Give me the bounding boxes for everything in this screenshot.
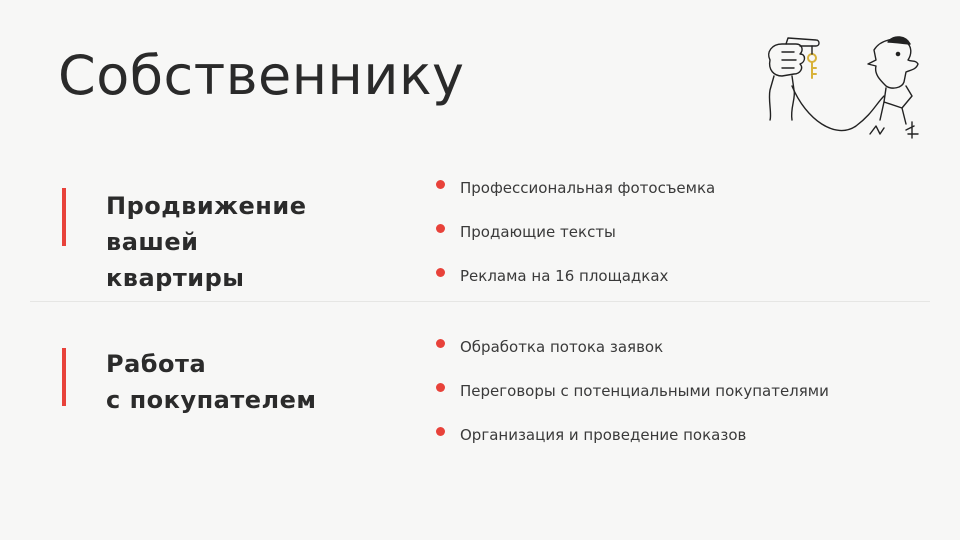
heading-line: Работа bbox=[106, 350, 207, 378]
list-item bbox=[436, 222, 715, 266]
bullet-dot-icon bbox=[436, 224, 445, 233]
buyer-bullet-list bbox=[436, 337, 829, 469]
bullet-dot-icon bbox=[436, 268, 445, 277]
list-item bbox=[436, 266, 715, 310]
section-accent-bar bbox=[62, 188, 66, 246]
heading-line: вашей bbox=[106, 228, 199, 256]
list-item-text: Реклама на 16 площадках bbox=[460, 267, 669, 285]
list-item-text: Профессиональная фотосъемка bbox=[460, 179, 716, 197]
list-item bbox=[436, 381, 829, 425]
heading-line: с покупателем bbox=[106, 386, 317, 414]
section-accent-bar bbox=[62, 348, 66, 406]
bullet-dot-icon bbox=[436, 180, 445, 189]
list-item bbox=[436, 337, 829, 381]
list-item-text: Переговоры с потенциальными покупателями bbox=[460, 382, 829, 400]
section-heading-promotion bbox=[106, 188, 306, 296]
heading-line: Продвижение bbox=[106, 192, 307, 220]
list-item-text: Обработка потока заявок bbox=[460, 338, 664, 356]
promotion-bullet-list bbox=[436, 178, 715, 310]
bullet-dot-icon bbox=[436, 339, 445, 348]
list-item bbox=[436, 425, 829, 469]
page-title: Собственнику bbox=[58, 44, 465, 107]
heading-line: квартиры bbox=[106, 264, 245, 292]
section-heading-buyer bbox=[106, 346, 317, 418]
list-item bbox=[436, 178, 715, 222]
bullet-dot-icon bbox=[436, 383, 445, 392]
list-item-text: Продающие тексты bbox=[460, 223, 616, 241]
bullet-dot-icon bbox=[436, 427, 445, 436]
list-item-text: Организация и проведение показов bbox=[460, 426, 747, 444]
man-holding-key-illustration bbox=[756, 30, 936, 146]
